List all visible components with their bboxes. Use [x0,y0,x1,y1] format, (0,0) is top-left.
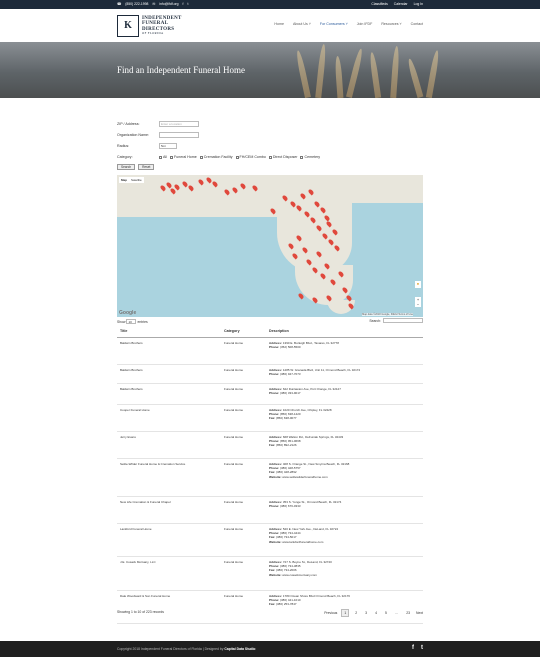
field-label: Address: [269,367,283,372]
results-map[interactable] [117,175,423,317]
field-label: Fax: [269,602,276,607]
category-direct-disposer[interactable]: Direct Disposer [269,155,298,159]
field-value: (386) 734-5017 [276,535,297,540]
row-description [266,496,423,523]
category-funeral-home[interactable]: Funeral Home [170,155,197,159]
email-icon: ✉ [152,2,156,6]
zip-input[interactable]: Enter a location [159,121,199,127]
table-row [117,458,423,496]
field-label: Phone: [269,371,280,376]
pagination [324,609,423,617]
field-value: (850) 638-1420 [280,411,301,416]
field-value: (386) 734-2006 [276,568,297,573]
radius-select[interactable]: 5mi [159,143,177,149]
field-value: (850) 951-0668 [280,438,301,443]
field-value[interactable]: www.lankfordfuneralhome.com [282,539,324,544]
site-header [0,9,540,42]
field-value: (386) 253-7847 [276,602,297,607]
classifieds-link[interactable]: Classifieds [371,2,388,6]
row-category: Funeral Home [221,523,266,556]
page-title: Find an Independent Funeral Home [117,65,245,75]
row-description [266,431,423,458]
logo-line2: FUNERAL [142,21,169,27]
field-value: (386) 947-7073 [280,371,301,376]
table-row [117,337,423,364]
table-controls [117,318,423,324]
field-value: 1780 Ocean Shore Blvd Ormond Beach, FL 32176 [282,593,350,598]
prev-button[interactable]: Previous [324,611,338,615]
field-value: 408 S. Orange St., New Smyrna Beach, FL 32168 [282,461,350,466]
field-label: Website: [269,474,282,479]
field-value: (386) 428-2892 [276,470,297,475]
nav-for-consumers[interactable]: For Consumers ˅ [319,22,348,26]
map-tab[interactable]: Map [121,178,127,182]
page-1[interactable]: 1 [341,609,349,617]
category-label: Category: [117,155,133,159]
logo-line1: INDEPENDENT [142,16,182,22]
field-label: Address: [269,407,283,412]
field-label: Address: [269,526,283,531]
row-category: Funeral Home [221,364,266,383]
designer-link[interactable]: Capital Data Studio [224,647,256,651]
row-title: Dale Woodward & Son Funeral Home [117,590,221,623]
map-attribution[interactable]: Map data ©2018 Google, INEGI Terms of Use [362,313,413,316]
field-label: Phone: [269,390,280,395]
show-label: Show [117,319,126,324]
table-row [117,590,423,623]
site-footer [0,641,540,657]
row-category: Funeral Home [221,458,266,496]
category-combo[interactable]: FH/CEM Combo [236,155,266,159]
field-value: (386) 333-9017 [280,390,301,395]
field-value: (386) 676-0333 [280,503,301,508]
row-description [266,364,423,383]
table-row [117,431,423,458]
field-label: Address: [269,340,283,345]
row-title: J.E. Cusack Mortuary, LLC [117,556,221,590]
page-4[interactable]: 4 [375,611,377,615]
org-label: Organization Name: [117,133,149,137]
entries-label: entries [137,319,148,324]
row-title: Jerry Evans [117,431,221,458]
row-description [266,458,423,496]
logo-line4: OF FLORIDA [142,30,164,35]
field-label: Address: [269,559,283,564]
row-title: Lankford Funeral Home [117,523,221,556]
site-logo[interactable] [117,12,197,39]
field-value: (386) 734-4444 [280,530,301,535]
row-title: Baldwin Brothers [117,337,221,364]
field-label: Phone: [269,411,280,416]
google-logo: Google [119,310,137,316]
field-label: Website: [269,539,282,544]
top-bar [0,0,540,9]
field-value: 727 S. Boyne St., DeLand, FL 32720 [282,559,332,564]
twitter-icon[interactable]: t [187,2,189,6]
table-row [117,523,423,556]
field-value: (386) 441-1010 [280,597,301,602]
category-cemetery[interactable]: Cemetery [300,155,320,159]
row-category: Funeral Home [221,496,266,523]
row-title: New Life Cremation & Funeral Chapel [117,496,221,523]
field-label: Fax: [269,568,276,573]
zoom-controls [415,297,421,307]
nav-resources[interactable]: Resources ˅ [381,22,402,26]
login-link[interactable]: Log In [413,2,423,6]
table-row [117,364,423,383]
entries-select[interactable]: 10 [126,319,136,324]
row-title: Baldwin Brothers [117,364,221,383]
phone-number[interactable]: (850) 222-1998 [125,2,149,6]
field-value: (386) 428-5757 [280,465,301,470]
page-3[interactable]: 3 [365,611,368,615]
row-category: Funeral Home [221,383,266,404]
copyright-text: Copyright 2018 Independent Funeral Directors of Florida | Designed by [117,647,224,651]
field-label: Address: [269,461,283,466]
row-description [266,383,423,404]
hero-banner [0,42,540,98]
field-value: 353 S. Yonge St., Ormond Beach, FL 32174 [282,499,342,504]
field-label: Address: [269,386,283,391]
calendar-link[interactable]: Calendar [393,2,408,6]
row-category: Funeral Home [221,404,266,431]
twitter-icon[interactable]: t [421,645,423,651]
col-title[interactable]: Title [117,325,221,337]
page-5[interactable]: 5 [384,611,387,615]
col-category[interactable]: Category [221,325,266,337]
row-description [266,590,423,623]
field-label: Phone: [269,563,280,568]
org-input[interactable] [159,132,199,138]
field-label: Website: [269,572,282,577]
field-label: Phone: [269,344,280,349]
field-label: Fax: [269,416,276,421]
field-label: Phone: [269,438,280,443]
field-label: Fax: [269,443,276,448]
field-label: Address: [269,499,283,504]
field-value: 622 Dunlawton Ave, Port Orange, FL 32127 [282,386,341,391]
results-table [117,325,423,624]
table-info: Showing 1 to 10 of 223 records [117,610,164,614]
row-title: Settle-Wilder Funeral Home & Cremation Service [117,458,221,496]
nav-join[interactable]: Join IFDF [356,22,373,26]
row-description [266,337,423,364]
table-row [117,383,423,404]
col-description[interactable]: Description [266,325,423,337]
field-label: Address: [269,593,283,598]
phone-icon: ☎ [117,2,122,6]
row-description [266,523,423,556]
email-link[interactable]: info@ifdf.org [159,2,179,6]
reset-button[interactable]: Reset [138,164,154,170]
field-label: Fax: [269,535,276,540]
row-category: Funeral Home [221,337,266,364]
row-category: Funeral Home [221,431,266,458]
field-value: 1285 W. Granada Blvd, Unit 11, Ormond Beach, FL 32174 [282,367,361,372]
field-label: Phone: [269,597,280,602]
nav-home[interactable]: Home [274,22,284,26]
field-label: Phone: [269,503,280,508]
search-form [117,120,423,170]
next-button[interactable]: Next [416,611,423,615]
facebook-icon[interactable]: f [182,2,184,6]
page-2[interactable]: 2 [355,611,358,615]
field-value: 1020 Church Ave, Chipley, FL 32428 [282,407,332,412]
field-value: (850) 638-0077 [276,416,297,421]
row-category: Funeral Home [221,556,266,590]
field-value: 520 E. New York Ave., DeLand, FL 32724 [282,526,339,531]
page-ellipsis: … [394,611,399,615]
field-label: Fax: [269,470,276,475]
field-value: (352) 508-5500 [280,344,301,349]
row-title: Baldwin Brothers [117,383,221,404]
field-value: (386) 734-3835 [280,563,301,568]
nav-contact[interactable]: Contact [410,22,423,26]
search-label: Search: [369,318,381,323]
logo-mark: K [117,15,139,37]
page-23[interactable]: 23 [406,611,411,615]
table-row [117,556,423,590]
pegman-icon[interactable]: ● [416,281,420,286]
category-all[interactable]: All [159,155,167,159]
table-search-input[interactable] [383,318,423,323]
row-title: Cooper Funeral Home [117,404,221,431]
main-nav [274,22,423,26]
table-row [117,496,423,523]
row-description [266,404,423,431]
field-label: Phone: [269,530,280,535]
search-button[interactable]: Search [117,164,135,170]
field-value: 1390 E. Burleigh Blvd., Tavares, FL 32778 [282,340,339,345]
satellite-tab[interactable]: Satellite [131,178,142,182]
category-cremation[interactable]: Cremation Facility [200,155,233,159]
facebook-icon[interactable]: f [412,645,414,651]
field-value: 668 Walton Rd., DeFuniak Springs, FL 32433 [282,434,344,439]
zoom-in-button[interactable]: + [416,297,420,302]
logo-line3: DIRECTORS [142,26,175,32]
field-value: (850) 892-2126 [276,443,297,448]
table-row [117,404,423,431]
field-label: Phone: [269,465,280,470]
row-description [266,556,423,590]
field-label: Address: [269,434,283,439]
field-value[interactable]: www.cusackmortuary.com [282,572,317,577]
nav-about[interactable]: About Us ˅ [292,22,311,26]
field-value[interactable]: www.settlewilderfuneralhome.com [282,474,328,479]
zip-label: ZIP / Address: [117,122,140,126]
radius-label: Radius: [117,144,130,148]
row-category: Funeral Home [221,590,266,623]
zoom-out-button[interactable]: − [416,302,420,307]
